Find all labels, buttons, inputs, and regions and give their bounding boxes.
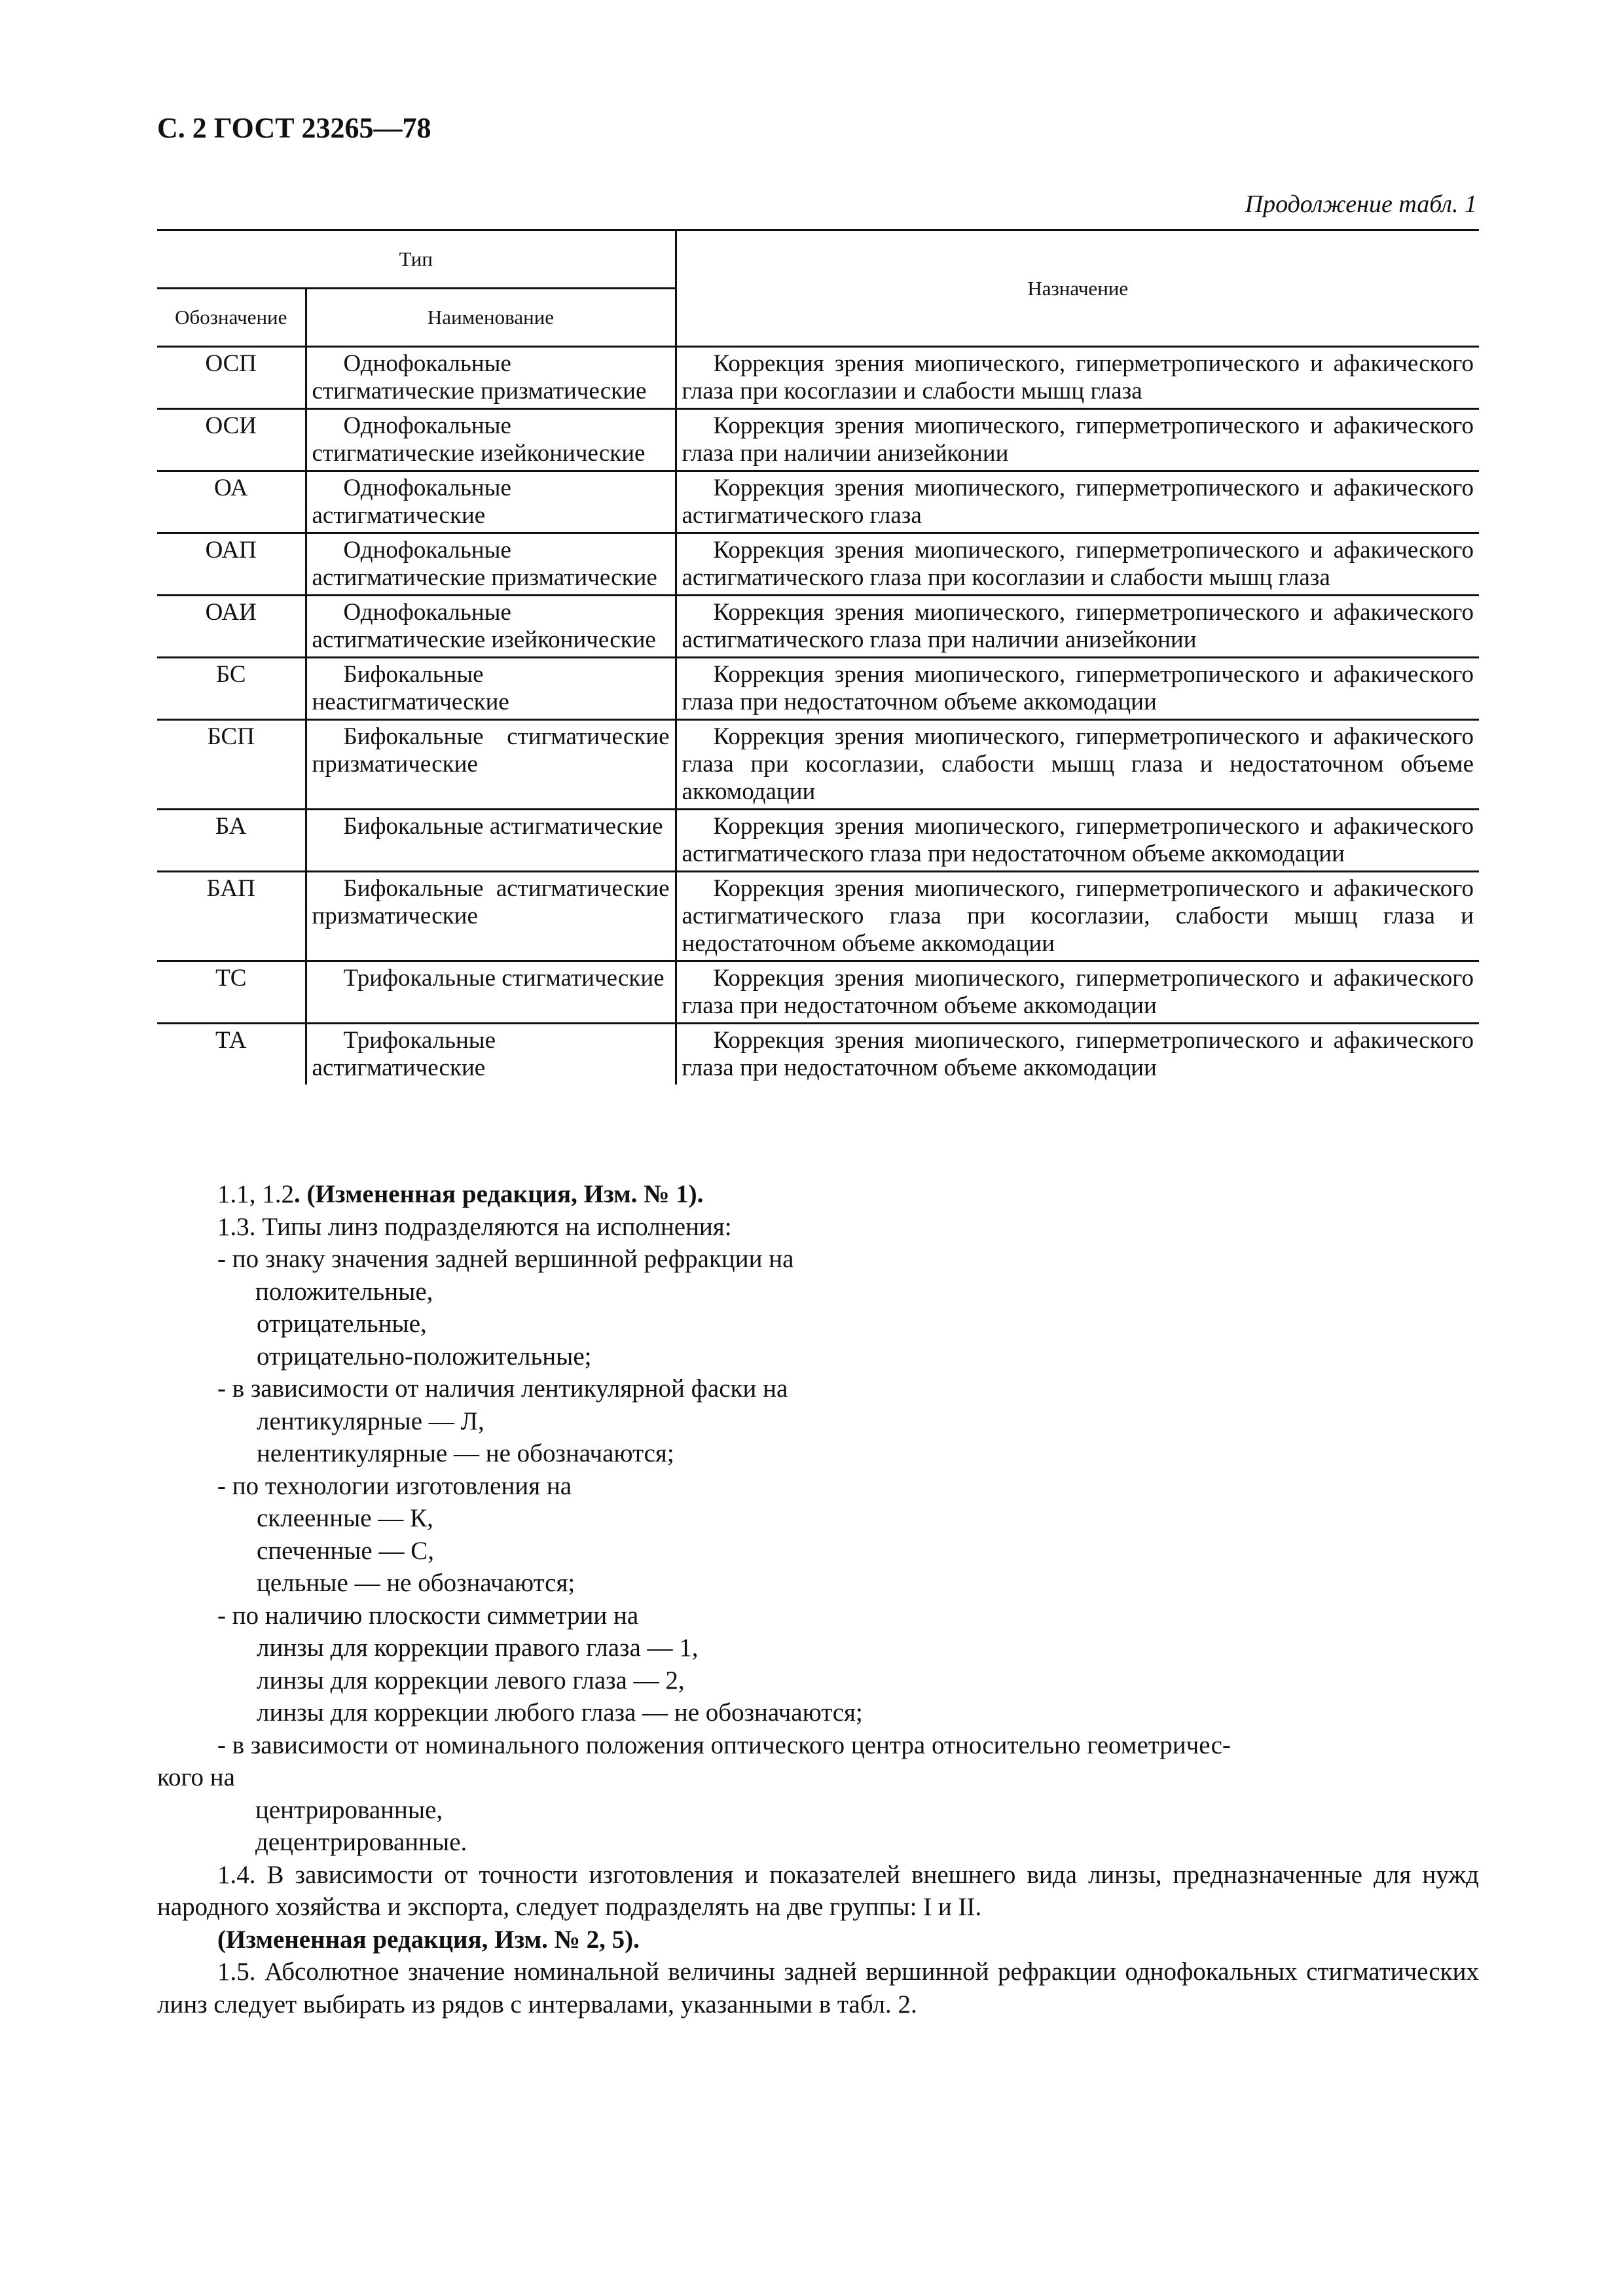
table-row [157, 533, 1479, 596]
cell-code: БА [215, 813, 247, 840]
clause-1-5: 1.5. Абсолютное значение номинальной величины задней вершинной рефракции однофокальных стигматических линз следует выбирать из рядов с интервалами, указанными в табл. 2. [157, 1958, 1479, 2018]
page-header: С. 2 ГОСТ 23265—78 [157, 112, 431, 144]
list-item: - в зависимости от наличия лентикулярной фаски на [217, 1374, 788, 1403]
sub-item: линзы для коррекции правого глаза — 1, [257, 1634, 699, 1662]
cell-purpose: Коррекция зрения миопического, гиперметропического и афакического астигматического глаза [676, 471, 1479, 533]
cell-code: ТА [215, 1027, 247, 1054]
table-row [157, 1024, 1479, 1085]
cell-code: ОСП [205, 350, 257, 377]
table-row [157, 347, 1479, 409]
sub-item [157, 1276, 1479, 1308]
clause-1-1-amendment [157, 1178, 1479, 1211]
lens-types-table [157, 229, 1479, 1085]
cell-code: ОА [213, 475, 248, 501]
amendment-note: (Измененная редакция, Изм. № 2, 5). [217, 1925, 640, 1954]
table-row [157, 961, 1479, 1024]
list-item: - по технологии изготовления на [217, 1471, 572, 1500]
table-continuation-label: Продолжение табл. 1 [1245, 190, 1477, 218]
cell-purpose: Коррекция зрения миопического, гиперметропического и афакического астигматического глаза при косоглазии и слабости мышц глаза [676, 533, 1479, 596]
table-row [157, 810, 1479, 872]
cell-name: Бифокальные неастигматические [306, 658, 676, 720]
list-item: - по наличию плоскости симметрии на [217, 1601, 639, 1630]
cell-code: ОАИ [205, 599, 257, 626]
cell-code: БС [215, 661, 246, 688]
cell-name: Трифокальные астигматические [306, 1024, 676, 1085]
cell-name: Бифокальные астигматические призматические [306, 872, 676, 961]
header-name: Наименование [306, 289, 676, 347]
sub-item: цельные — не обозначаются; [257, 1569, 575, 1597]
cell-code: ОАП [205, 537, 257, 564]
cell-code: ТС [215, 965, 247, 992]
sub-item-text: положительные, [255, 1277, 433, 1306]
cell-purpose: Коррекция зрения миопического, гиперметропического и афакического глаза при косоглазии, слабости мышц глаза и недостаточном объеме аккомодации [676, 720, 1479, 810]
cell-purpose: Коррекция зрения миопического, гиперметропического и афакического астигматического глаза при наличии анизейконии [676, 596, 1479, 658]
table-row [157, 409, 1479, 471]
sub-item: центрированные, [255, 1795, 443, 1824]
cell-purpose: Коррекция зрения миопического, гиперметропического и афакического глаза при недостаточном объеме аккомодации [676, 961, 1479, 1024]
cell-purpose: Коррекция зрения миопического, гиперметропического и афакического глаза при недостаточном объеме аккомодации [676, 1024, 1479, 1085]
cell-name: Однофокальные астигматические призматические [306, 533, 676, 596]
table-row [157, 471, 1479, 533]
cell-code: ОСИ [205, 412, 257, 439]
cell-purpose: Коррекция зрения миопического, гиперметропического и афакического глаза при косоглазии и слабости мышц глаза [676, 347, 1479, 409]
clause-number: 1.1, 1.2 [217, 1180, 294, 1208]
sub-item: отрицательно-положительные; [257, 1342, 592, 1371]
cell-purpose: Коррекция зрения миопического, гиперметропического и афакического глаза при наличии анизейконии [676, 409, 1479, 471]
sub-item: децентрированные. [255, 1828, 467, 1856]
cell-name: Однофокальные астигматические изейконические [306, 596, 676, 658]
cell-code: БСП [207, 723, 255, 750]
cell-purpose: Коррекция зрения миопического, гиперметропического и афакического астигматического глаза при косоглазии, слабости мышц глаза и недостаточном объеме аккомодации [676, 872, 1479, 961]
sub-item: отрицательные, [257, 1310, 427, 1338]
amendment-note: . (Измененная редакция, Изм. № 1). [294, 1180, 704, 1208]
table-row [157, 872, 1479, 961]
cell-code: БАП [206, 875, 255, 902]
sub-item: нелентикулярные — не обозначаются; [257, 1439, 674, 1467]
cell-name: Однофокальные астигматические [306, 471, 676, 533]
table-row [157, 720, 1479, 810]
sub-item: линзы для коррекции левого глаза — 2, [257, 1666, 685, 1695]
clause-1-3: 1.3. Типы линз подразделяются на исполнения: [217, 1212, 732, 1241]
cell-purpose: Коррекция зрения миопического, гиперметропического и афакического глаза при недостаточном объеме аккомодации [676, 658, 1479, 720]
header-code: Обозначение [157, 289, 306, 347]
cell-purpose: Коррекция зрения миопического, гиперметропического и афакического астигматического глаза при недостаточном объеме аккомодации [676, 810, 1479, 872]
cell-name: Однофокальные стигматические изейконические [306, 409, 676, 471]
header-type: Тип [157, 230, 676, 289]
header-purpose: Назначение [676, 230, 1479, 347]
body-text [157, 1178, 1479, 2020]
sub-item: линзы для коррекции любого глаза — не обозначаются; [257, 1698, 863, 1727]
table-row [157, 658, 1479, 720]
cell-name: Бифокальные астигматические [306, 810, 676, 872]
list-item: - в зависимости от номинального положения оптического центра относительно геометричес- [217, 1731, 1231, 1759]
cell-name: Однофокальные стигматические призматические [306, 347, 676, 409]
cell-name: Бифокальные стигматические призматические [306, 720, 676, 810]
sub-item: лентикулярные — Л, [257, 1407, 484, 1435]
cell-name: Трифокальные стигматические [306, 961, 676, 1024]
list-item: - по знаку значения задней вершинной рефракции на [217, 1245, 794, 1273]
list-item-continuation: кого на [157, 1763, 235, 1791]
sub-item: склеенные — К, [257, 1504, 433, 1532]
sub-item: спеченные — С, [257, 1536, 434, 1565]
table-row [157, 596, 1479, 658]
clause-1-4: 1.4. В зависимости от точности изготовления и показателей внешнего вида линзы, предназначенные для нужд народного хозяйства и экспорта, следует подразделять на две группы: I и II. [157, 1860, 1479, 1921]
